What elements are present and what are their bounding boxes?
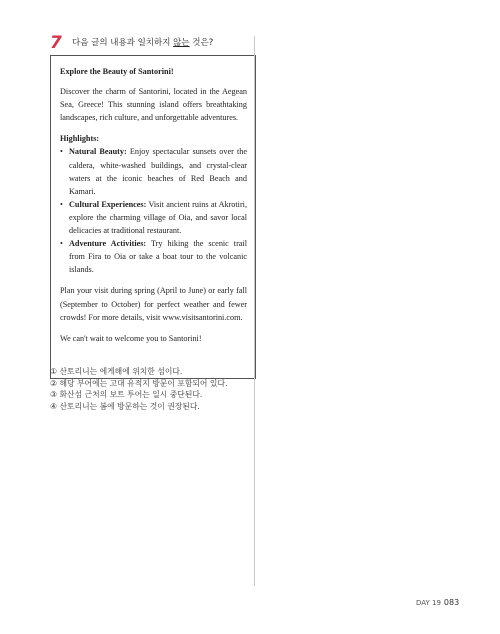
prompt-text-before: 다음 글의 내용과 일치하지 <box>72 38 174 48</box>
answer-option[interactable]: ① 산토리니는 에게해에 위치한 섬이다. <box>50 367 183 376</box>
bullet-icon: • <box>60 239 63 249</box>
column-divider <box>254 36 255 586</box>
question-prompt <box>72 37 213 49</box>
passage-title: Explore the Beauty of Santorini! <box>60 67 174 76</box>
highlight-term: Cultural Experiences: <box>69 199 147 209</box>
highlights-list <box>60 145 247 276</box>
answer-option[interactable]: ③ 화산섬 근처의 보트 투어는 일시 중단된다. <box>50 390 203 400</box>
prompt-text-after: 것은? <box>189 38 214 48</box>
passage-plan: Plan your visit during spring (April to June) or early fall (September to October) for perfect weather and fewer crowds! For more details, visit www.visitsantorini.com. <box>60 286 247 322</box>
bullet-icon: • <box>60 199 63 209</box>
highlights-heading: Highlights: <box>60 134 100 144</box>
highlight-item <box>60 198 247 237</box>
passage-intro: Discover the charm of Santorini, located in the Aegean Sea, Greece! This stunning island offers breathtaking landscapes, rich culture, and unforgettable adventures. <box>60 87 247 123</box>
bullet-icon: • <box>60 147 63 157</box>
passage-box <box>50 55 256 379</box>
highlight-term: Adventure Activities: <box>69 239 147 249</box>
prompt-underlined-word: 않는 <box>173 38 190 48</box>
answer-option[interactable]: ④ 산토리니는 봄에 방문하는 것이 권장된다. <box>50 402 200 412</box>
highlight-item <box>60 237 247 276</box>
answer-option[interactable]: ② 해당 부어에는 고대 유적지 방문이 포함되어 있다. <box>50 378 228 388</box>
page-number: 083 <box>443 598 460 607</box>
question-number: 7 <box>50 33 62 53</box>
highlight-text: Enjoy spectacular sunsets over the caldera, white-washed buildings, and crystal-clear waters at the iconic beaches of Red Beach and Kamari. <box>69 147 247 196</box>
highlight-text: Try hiking the scenic trail from Fira to Oia or take a boat tour to the volcanic islands. <box>69 239 247 275</box>
highlight-term: Natural Beauty: <box>69 147 127 157</box>
page-footer <box>416 598 459 608</box>
highlight-item <box>60 145 247 197</box>
answer-options <box>50 366 227 413</box>
footer-day: DAY 19 <box>416 599 441 607</box>
passage-closing: We can't wait to welcome you to Santorini! <box>60 333 202 343</box>
highlight-text: Visit ancient ruins at Akrotiri, explore the charming village of Oia, and savor local delicacies at traditional restaurant. <box>69 199 247 236</box>
